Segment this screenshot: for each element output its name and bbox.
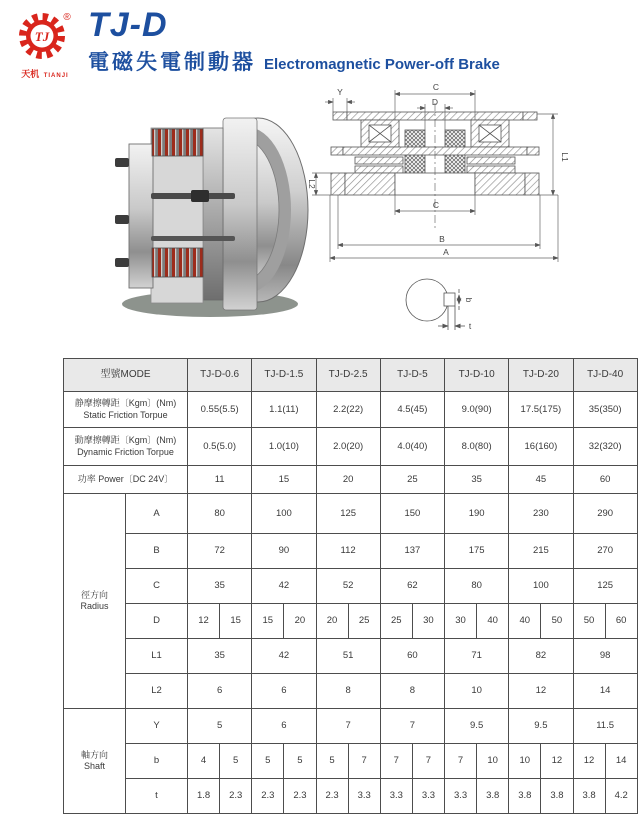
dim-row-label-L1: L1 [126, 639, 188, 674]
row-label-static-friction-torque: 静摩擦轉距〔Kgm〕(Nm) Static Friction Torpue [64, 392, 188, 428]
col-header-model: TJ-D-2.5 [316, 359, 380, 392]
value-D: 60 [605, 604, 637, 639]
page-subtitle [88, 46, 500, 76]
dim-label-c-top: C [432, 82, 440, 92]
dim-row-label-b: b [126, 744, 188, 779]
value-D: 25 [380, 604, 412, 639]
value-t: 2.3 [252, 779, 284, 814]
value-t: 2.3 [284, 779, 316, 814]
dim-label-y: Y [337, 87, 343, 97]
value-b: 12 [573, 744, 605, 779]
value-static-friction-torque: 35(350) [573, 392, 637, 428]
row-label-dynamic-friction-torque: 動摩擦轉距〔Kgm〕(Nm) Dynamic Friction Torpue [64, 428, 188, 466]
value-dynamic-friction-torque: 2.0(20) [316, 428, 380, 466]
value-A: 150 [380, 494, 444, 534]
value-Y: 6 [252, 709, 316, 744]
value-b: 5 [284, 744, 316, 779]
value-Y: 11.5 [573, 709, 637, 744]
col-header-model: TJ-D-20 [509, 359, 573, 392]
col-header-model: TJ-D-5 [380, 359, 444, 392]
value-L1: 71 [445, 639, 509, 674]
value-dynamic-friction-torque: 16(160) [509, 428, 573, 466]
value-A: 290 [573, 494, 637, 534]
value-D: 30 [412, 604, 444, 639]
value-A: 125 [316, 494, 380, 534]
product-photo [95, 98, 315, 326]
value-Y: 9.5 [509, 709, 573, 744]
value-L1: 35 [188, 639, 252, 674]
value-static-friction-torque: 4.5(45) [380, 392, 444, 428]
brand-name-zh: 天机 [21, 69, 40, 79]
col-header-model: TJ-D-1.5 [252, 359, 316, 392]
value-L2: 14 [573, 674, 637, 709]
dim-label-c-bottom: C [432, 200, 440, 210]
value-power: 35 [445, 466, 509, 494]
dim-label-l1: L1 [560, 152, 570, 162]
value-t: 2.3 [220, 779, 252, 814]
value-power: 25 [380, 466, 444, 494]
value-t: 3.8 [541, 779, 573, 814]
brand-logo [12, 10, 78, 82]
value-power: 11 [188, 466, 252, 494]
logo-monogram: TJ [34, 29, 50, 44]
technical-drawing [300, 78, 635, 363]
value-D: 15 [220, 604, 252, 639]
value-static-friction-torque: 17.5(175) [509, 392, 573, 428]
value-L1: 42 [252, 639, 316, 674]
value-b: 7 [380, 744, 412, 779]
dim-label-b-outer: B [439, 234, 445, 244]
value-A: 230 [509, 494, 573, 534]
brand-name-en: TIANJI [43, 73, 69, 79]
value-C: 35 [188, 569, 252, 604]
value-D: 50 [541, 604, 573, 639]
value-dynamic-friction-torque: 32(320) [573, 428, 637, 466]
value-L1: 60 [380, 639, 444, 674]
value-t: 1.8 [188, 779, 220, 814]
col-header-model: TJ-D-10 [445, 359, 509, 392]
spec-table [63, 358, 638, 814]
dim-row-label-Y: Y [126, 709, 188, 744]
value-dynamic-friction-torque: 8.0(80) [445, 428, 509, 466]
value-static-friction-torque: 0.55(5.5) [188, 392, 252, 428]
value-B: 137 [380, 534, 444, 569]
value-b: 10 [477, 744, 509, 779]
value-b: 7 [348, 744, 380, 779]
value-t: 3.8 [573, 779, 605, 814]
value-A: 190 [445, 494, 509, 534]
value-C: 62 [380, 569, 444, 604]
value-C: 80 [445, 569, 509, 604]
value-static-friction-torque: 1.1(11) [252, 392, 316, 428]
value-B: 72 [188, 534, 252, 569]
spec-table-body [64, 359, 638, 814]
col-header-model: TJ-D-0.6 [188, 359, 252, 392]
registered-mark: ® [63, 12, 71, 23]
value-power: 20 [316, 466, 380, 494]
value-b: 14 [605, 744, 637, 779]
value-L2: 6 [188, 674, 252, 709]
value-power: 45 [509, 466, 573, 494]
value-D: 20 [316, 604, 348, 639]
value-static-friction-torque: 9.0(90) [445, 392, 509, 428]
value-C: 125 [573, 569, 637, 604]
dim-label-a: A [443, 247, 449, 257]
value-b: 10 [509, 744, 541, 779]
value-B: 215 [509, 534, 573, 569]
col-header-model: TJ-D-40 [573, 359, 637, 392]
value-C: 100 [509, 569, 573, 604]
value-dynamic-friction-torque: 4.0(40) [380, 428, 444, 466]
dim-label-d: D [431, 97, 439, 107]
value-L1: 51 [316, 639, 380, 674]
value-D: 12 [188, 604, 220, 639]
dim-row-label-L2: L2 [126, 674, 188, 709]
value-D: 30 [445, 604, 477, 639]
row-label-power: 功率 Power〔DC 24V〕 [64, 466, 188, 494]
value-t: 3.8 [477, 779, 509, 814]
dim-row-label-D: D [126, 604, 188, 639]
value-B: 112 [316, 534, 380, 569]
value-b: 7 [445, 744, 477, 779]
value-A: 100 [252, 494, 316, 534]
group-label-radius: 徑方向 Radius [64, 494, 126, 709]
value-L2: 8 [380, 674, 444, 709]
value-b: 4 [188, 744, 220, 779]
dim-row-label-A: A [126, 494, 188, 534]
shaft-key-detail [406, 279, 465, 330]
dim-row-label-B: B [126, 534, 188, 569]
value-L2: 10 [445, 674, 509, 709]
value-Y: 9.5 [445, 709, 509, 744]
col-header-mode: 型號MODE [64, 359, 188, 392]
value-C: 52 [316, 569, 380, 604]
value-D: 20 [284, 604, 316, 639]
value-b: 5 [316, 744, 348, 779]
value-Y: 7 [380, 709, 444, 744]
value-power: 15 [252, 466, 316, 494]
value-B: 90 [252, 534, 316, 569]
value-L1: 82 [509, 639, 573, 674]
value-t: 3.3 [412, 779, 444, 814]
value-dynamic-friction-torque: 0.5(5.0) [188, 428, 252, 466]
value-D: 40 [477, 604, 509, 639]
key-depth-label: t [468, 321, 472, 331]
value-b: 5 [252, 744, 284, 779]
value-Y: 7 [316, 709, 380, 744]
value-b: 5 [220, 744, 252, 779]
value-power: 60 [573, 466, 637, 494]
value-t: 3.8 [509, 779, 541, 814]
value-t: 3.3 [380, 779, 412, 814]
subtitle-chinese: 電磁失電制動器 [88, 51, 256, 74]
dim-row-label-t: t [126, 779, 188, 814]
subtitle-english: Electromagnetic Power-off Brake [264, 56, 500, 73]
value-t: 3.3 [445, 779, 477, 814]
value-L1: 98 [573, 639, 637, 674]
value-static-friction-torque: 2.2(22) [316, 392, 380, 428]
value-D: 40 [509, 604, 541, 639]
value-t: 2.3 [316, 779, 348, 814]
value-L2: 12 [509, 674, 573, 709]
value-Y: 5 [188, 709, 252, 744]
value-t: 4.2 [605, 779, 637, 814]
value-L2: 8 [316, 674, 380, 709]
value-D: 15 [252, 604, 284, 639]
value-dynamic-friction-torque: 1.0(10) [252, 428, 316, 466]
key-width-label: b [464, 297, 474, 303]
value-B: 175 [445, 534, 509, 569]
dim-row-label-C: C [126, 569, 188, 604]
group-label-shaft: 軸方向 Shaft [64, 709, 126, 814]
value-C: 42 [252, 569, 316, 604]
dim-label-l2: L2 [307, 179, 317, 189]
value-b: 7 [412, 744, 444, 779]
gear-logo-icon [14, 10, 76, 64]
value-L2: 6 [252, 674, 316, 709]
value-D: 25 [348, 604, 380, 639]
value-A: 80 [188, 494, 252, 534]
value-t: 3.3 [348, 779, 380, 814]
value-D: 50 [573, 604, 605, 639]
page-title: TJ-D [88, 6, 168, 44]
value-b: 12 [541, 744, 573, 779]
value-B: 270 [573, 534, 637, 569]
